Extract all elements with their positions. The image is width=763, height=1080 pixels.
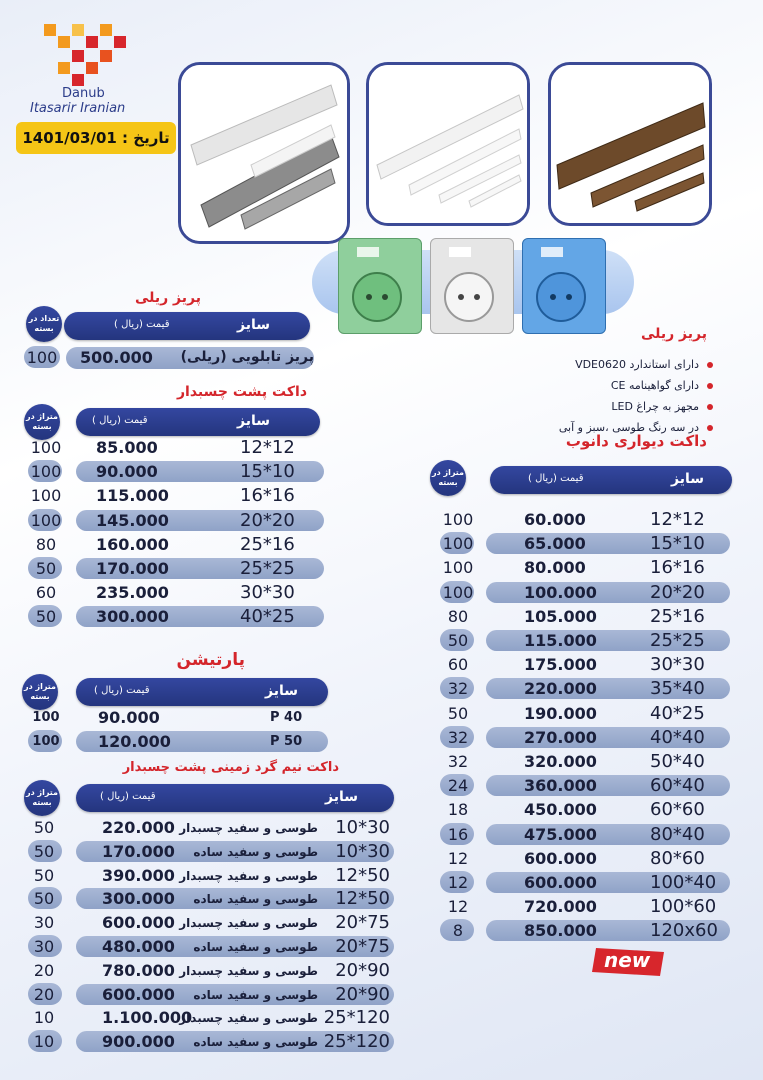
- row-qty: 30: [33, 913, 55, 933]
- row-price: 475.000: [524, 824, 597, 844]
- row-qty: 18: [447, 800, 469, 820]
- wall-duct-title: داکت دیواری دانوب: [565, 432, 707, 450]
- row-price: 175.000: [524, 655, 597, 675]
- row-qty: 12: [447, 897, 469, 917]
- row-price: 160.000: [96, 534, 169, 554]
- socket-outlet-icon: [523, 239, 607, 335]
- row-size: 15*10: [650, 533, 705, 555]
- wall-duct-qty-header: متراژ در بسته: [430, 460, 466, 496]
- wall-duct-white-image-icon: [369, 65, 527, 223]
- photo-floor-duct: [178, 62, 350, 244]
- row-size: 12*50: [335, 888, 390, 910]
- header-price: قیمت (ریال ): [528, 473, 584, 484]
- row-desc: طوسی و سفید ساده: [193, 844, 318, 859]
- row-size: 25*25: [240, 558, 295, 579]
- table-row: [436, 895, 736, 917]
- partition-qty-header: متراژ در بسته: [22, 674, 58, 710]
- row-size: 40*25: [240, 606, 295, 628]
- row-size: 30*30: [240, 582, 295, 604]
- row-size: 16*16: [240, 485, 295, 507]
- row-price: 190.000: [524, 703, 597, 723]
- row-qty: 32: [447, 679, 469, 699]
- row-qty: 100: [30, 510, 62, 530]
- photo-wall-duct-white: [366, 62, 530, 226]
- header-size: سایز: [237, 317, 270, 333]
- date-badge: تاریخ : 1401/03/01: [16, 122, 176, 154]
- row-size: 35*40: [650, 678, 705, 700]
- table-row: [24, 935, 396, 957]
- adhesive-duct-qty-header: متراژ در بسته: [24, 404, 60, 440]
- row-size: P 50: [270, 734, 303, 749]
- row-size: 50*40: [650, 751, 705, 772]
- row-price: 600.000: [524, 848, 597, 868]
- rail-socket-left-header: [64, 312, 310, 340]
- row-size: 25*120: [323, 1031, 390, 1053]
- adhesive-duct-title: داکت پشت چسبدار: [176, 384, 307, 400]
- row-price: 220.000: [524, 679, 597, 699]
- header-price: قیمت (ریال ): [94, 685, 150, 696]
- row-size: 20*90: [335, 959, 390, 981]
- table-row: [436, 532, 736, 554]
- row-size: 25*16: [650, 605, 705, 627]
- row-qty: 24: [447, 776, 469, 796]
- row-qty: 100: [26, 348, 58, 367]
- row-qty: 100: [442, 582, 474, 602]
- row-desc: طوسی و سفید چسبدار: [179, 963, 318, 978]
- brand-name: Danub: [62, 86, 105, 101]
- socket-outlet-icon: [339, 239, 423, 335]
- wall-duct-brown-image-icon: [551, 65, 709, 223]
- row-price: 170.000: [96, 559, 169, 578]
- row-price: 220.000: [102, 818, 175, 837]
- table-row: [24, 346, 314, 370]
- row-price: 85.000: [96, 438, 158, 457]
- row-size: 40*25: [650, 702, 705, 724]
- row-size: 30*30: [650, 654, 705, 676]
- row-size: 12*50: [335, 864, 390, 886]
- row-qty: 50: [33, 889, 55, 909]
- table-row: [436, 847, 736, 869]
- row-size: 60*40: [650, 775, 705, 797]
- table-row: [26, 509, 326, 531]
- table-row: [436, 871, 736, 893]
- table-row: [436, 919, 736, 941]
- row-price: 480.000: [102, 937, 175, 956]
- table-row: [24, 959, 396, 981]
- row-price: 450.000: [524, 800, 597, 820]
- table-row: [26, 557, 326, 579]
- row-size: 25*25: [650, 630, 705, 651]
- table-row: [436, 823, 736, 845]
- partition-header: [76, 678, 328, 706]
- row-price: 360.000: [524, 776, 597, 796]
- row-price: 100.000: [524, 582, 597, 602]
- feature-text: در سه رنگ طوسی ،سبز و آبی: [558, 421, 699, 434]
- table-row: [26, 730, 330, 752]
- row-qty: 50: [33, 818, 55, 837]
- row-size: 100*40: [650, 872, 717, 893]
- brand-tagline: Itasarir Iranian: [30, 101, 126, 116]
- row-qty: 100: [442, 558, 474, 578]
- row-desc: طوسی و سفید چسبدار: [179, 1011, 318, 1026]
- row-size: 25*16: [240, 533, 295, 555]
- header-price: قیمت (ریال ): [92, 415, 148, 426]
- row-qty: 20: [33, 960, 55, 980]
- row-qty: 80: [35, 534, 57, 554]
- header-size: سایز: [325, 789, 358, 805]
- table-row: [436, 798, 736, 820]
- row-price: 65.000: [524, 534, 586, 554]
- row-desc: طوسی و سفید چسبدار: [179, 868, 318, 883]
- row-size: 120x60: [650, 920, 718, 942]
- row-qty: 50: [33, 865, 55, 885]
- row-size: 12*12: [240, 437, 295, 458]
- floor-duct-qty-header: متراژ در بسته: [24, 780, 60, 816]
- row-desc: طوسی و سفید چسبدار: [179, 916, 318, 931]
- row-qty: 50: [447, 703, 469, 723]
- row-price: 60.000: [524, 510, 586, 529]
- row-qty: 60: [35, 583, 57, 603]
- row-qty: 60: [447, 655, 469, 675]
- row-price: 105.000: [524, 606, 597, 626]
- table-row: [24, 887, 396, 909]
- row-price: 90.000: [96, 462, 158, 482]
- row-price: 1.100.000: [102, 1008, 193, 1028]
- row-price: 720.000: [524, 897, 597, 917]
- header-price: قیمت (ریال ): [114, 319, 170, 330]
- table-row: [436, 581, 736, 603]
- row-qty: 50: [33, 841, 55, 861]
- row-desc: طوسی و سفید ساده: [193, 892, 318, 907]
- row-size: 20*20: [650, 581, 705, 603]
- row-price: 900.000: [102, 1032, 175, 1052]
- row-size: 10*30: [335, 840, 390, 862]
- row-size: P 40: [270, 710, 303, 725]
- rail-socket-left-qty-header: تعداد در بسته: [26, 306, 62, 342]
- table-row: [26, 436, 326, 458]
- table-row: [26, 605, 326, 627]
- row-desc: طوسی و سفید ساده: [193, 940, 318, 954]
- row-size: 60*60: [650, 799, 705, 821]
- rail-socket-left-title: پریز ریلی: [134, 290, 201, 306]
- row-price: 390.000: [102, 865, 175, 885]
- table-row: [24, 1006, 396, 1028]
- table-row: [24, 983, 396, 1005]
- table-row: [436, 556, 736, 578]
- table-row: [26, 460, 326, 482]
- photo-wall-duct-brown: [548, 62, 712, 226]
- table-row: [26, 706, 330, 728]
- row-qty: 100: [442, 510, 474, 529]
- table-row: [436, 677, 736, 699]
- row-price: 300.000: [96, 607, 169, 627]
- row-price: 80.000: [524, 558, 586, 578]
- row-size: 100*60: [650, 896, 717, 918]
- row-price: 235.000: [96, 583, 169, 603]
- socket-outlet-icon: [431, 239, 515, 335]
- row-price: 600.000: [102, 984, 175, 1004]
- row-size: 20*90: [335, 983, 390, 1005]
- rail-socket-grey: [430, 238, 514, 334]
- header-price: قیمت (ریال ): [100, 791, 156, 802]
- table-row: [436, 605, 736, 627]
- header-size: سایز: [237, 413, 270, 429]
- table-row: [24, 864, 396, 886]
- header-size: سایز: [265, 683, 298, 699]
- row-price: 120.000: [98, 732, 171, 751]
- row-size: 12*12: [650, 509, 705, 530]
- row-price: 115.000: [524, 631, 597, 650]
- row-price: 850.000: [524, 921, 597, 941]
- new-badge-label: new: [604, 948, 651, 972]
- row-qty: 100: [32, 710, 60, 725]
- feature-text: دارای استاندارد VDE0620: [575, 358, 699, 371]
- row-qty: 100: [442, 534, 474, 554]
- table-row: [436, 629, 736, 651]
- table-row: [24, 911, 396, 933]
- rail-socket-right-title: پریز ریلی: [640, 326, 707, 342]
- row-desc: طوسی و سفید ساده: [193, 1035, 318, 1050]
- row-price: 270.000: [524, 727, 597, 747]
- table-row: [26, 581, 326, 603]
- row-qty: 32: [447, 727, 469, 747]
- row-qty: 50: [35, 607, 57, 627]
- row-qty: 10: [33, 1008, 55, 1028]
- row-qty: 100: [30, 438, 62, 457]
- floor-duct-title: داکت نیم گرد زمینی پشت چسبدار: [122, 760, 339, 775]
- row-price: 600.000: [524, 873, 597, 892]
- table-row: [436, 750, 736, 772]
- row-price: 300.000: [102, 889, 175, 909]
- row-qty: 20: [33, 984, 55, 1004]
- row-desc: طوسی و سفید ساده: [193, 987, 318, 1002]
- bullet-icon: [707, 383, 713, 389]
- table-row: [436, 508, 736, 530]
- row-qty: 8: [452, 921, 464, 941]
- feature-text: مجهز به چراغ LED: [611, 400, 699, 413]
- feature-item: [611, 379, 713, 392]
- table-row: [436, 774, 736, 796]
- row-qty: 50: [447, 631, 469, 650]
- new-badge: [590, 944, 670, 980]
- row-qty: 12: [447, 873, 469, 892]
- row-size: 20*20: [240, 509, 295, 531]
- row-qty: 100: [30, 462, 62, 482]
- row-size: 80*60: [650, 847, 705, 869]
- row-price: 115.000: [96, 486, 169, 506]
- row-size: 20*75: [335, 912, 390, 934]
- row-qty: 32: [447, 752, 469, 771]
- row-qty: 100: [32, 734, 60, 749]
- header-size: سایز: [671, 471, 704, 487]
- bullet-icon: [707, 425, 713, 431]
- row-price: 170.000: [102, 841, 175, 861]
- row-size: 40*40: [650, 726, 705, 748]
- row-qty: 16: [447, 824, 469, 844]
- table-row: [436, 702, 736, 724]
- row-price: 320.000: [524, 752, 597, 771]
- rail-socket-blue: [522, 238, 606, 334]
- feature-text: دارای گواهینامه CE: [610, 379, 699, 392]
- row-qty: 50: [35, 559, 57, 578]
- row-size: 20*75: [335, 936, 390, 957]
- row-price: 90.000: [98, 708, 160, 727]
- wall-duct-header: [490, 466, 732, 494]
- row-price: 500.000: [80, 348, 153, 367]
- row-price: 145.000: [96, 510, 169, 530]
- floor-duct-image-icon: [181, 65, 347, 241]
- feature-item: [611, 400, 713, 413]
- table-row: [24, 816, 396, 838]
- row-qty: 80: [447, 606, 469, 626]
- row-size: 80*40: [650, 823, 705, 845]
- table-row: [24, 1030, 396, 1052]
- table-row: [436, 726, 736, 748]
- table-row: [436, 653, 736, 675]
- rail-socket-green: [338, 238, 422, 334]
- row-size: 25*120: [323, 1007, 390, 1029]
- row-qty: 10: [33, 1032, 55, 1052]
- bullet-icon: [707, 362, 713, 368]
- row-size: پریز تابلویی (ریلی): [180, 349, 314, 365]
- row-qty: 100: [30, 486, 62, 506]
- row-qty: 30: [33, 937, 55, 956]
- floor-duct-header: [76, 784, 394, 812]
- partition-title: پارتیشن: [176, 650, 245, 670]
- table-row: [24, 840, 396, 862]
- table-row: [26, 484, 326, 506]
- row-price: 600.000: [102, 913, 175, 933]
- row-size: 10*30: [335, 817, 390, 838]
- table-row: [26, 533, 326, 555]
- row-size: 15*10: [240, 461, 295, 483]
- row-desc: طوسی و سفید چسبدار: [179, 821, 318, 835]
- bullet-icon: [707, 404, 713, 410]
- adhesive-duct-header: [76, 408, 320, 436]
- row-price: 780.000: [102, 960, 175, 980]
- feature-item: [575, 358, 713, 371]
- row-qty: 12: [447, 848, 469, 868]
- row-size: 16*16: [650, 557, 705, 579]
